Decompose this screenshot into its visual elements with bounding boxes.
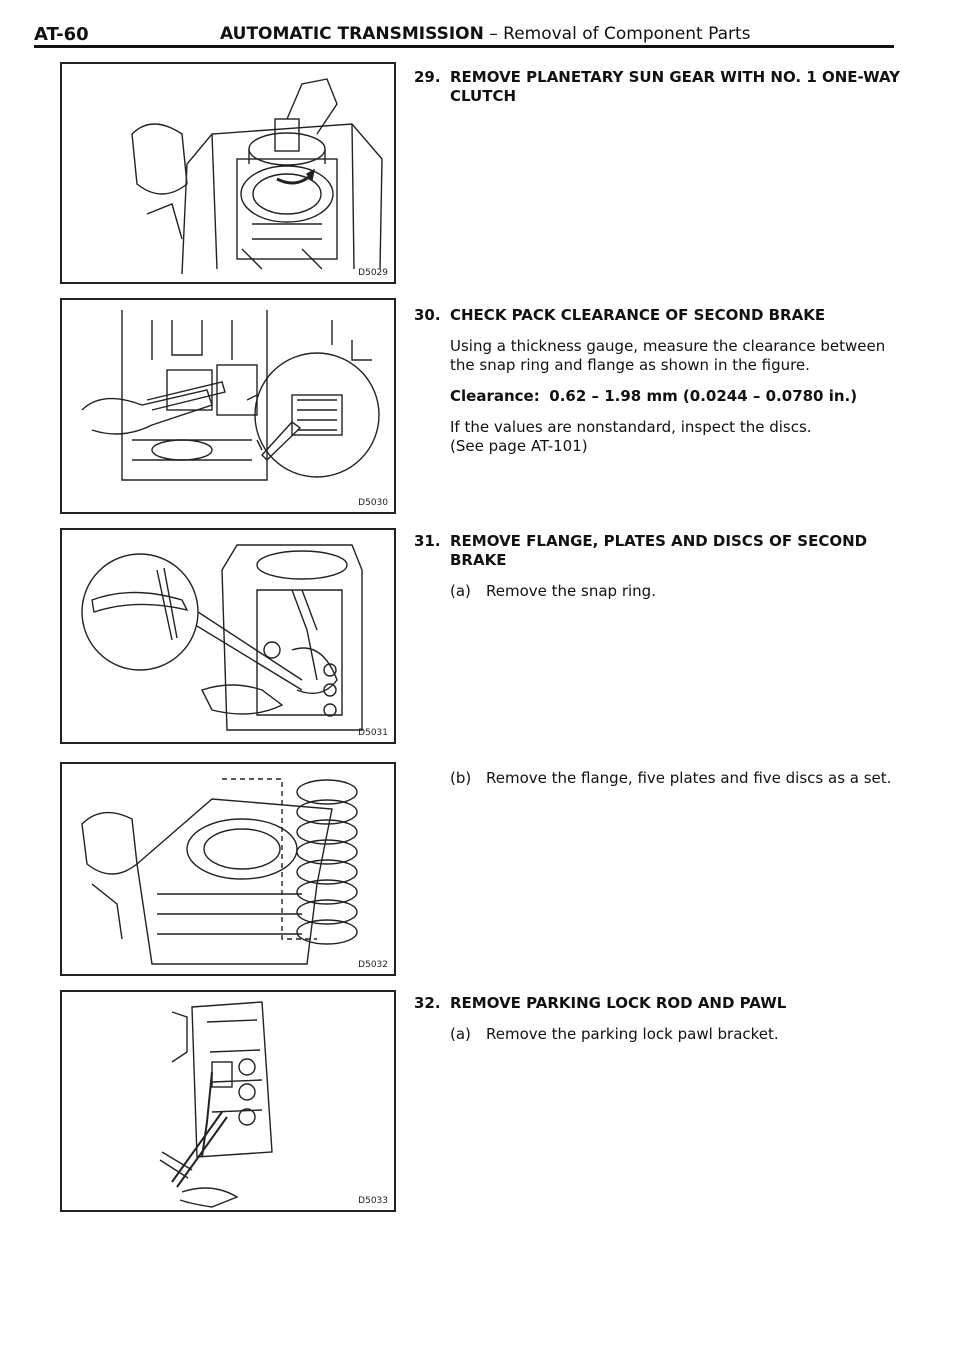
- step-body: [450, 337, 904, 456]
- title-separator: –: [483, 24, 504, 44]
- substep-label: (a): [450, 1025, 471, 1043]
- page-number: AT-60: [34, 24, 89, 45]
- substep-label: (b): [450, 769, 472, 787]
- step-title: REMOVE FLANGE, PLATES AND DISCS OF SECOND BRAKE: [450, 532, 868, 569]
- substep-b: [450, 769, 904, 788]
- step-title: REMOVE PLANETARY SUN GEAR WITH NO. 1 ONE-WAY CLUTCH: [450, 68, 900, 105]
- substep-label: (a): [450, 582, 471, 600]
- clearance-spec: [450, 387, 904, 406]
- figure-code: D5030: [358, 498, 388, 508]
- substep-a: [450, 1025, 904, 1044]
- substep-text: Remove the flange, five plates and five discs as a set.: [486, 769, 892, 787]
- figure-parking-lock: [60, 990, 396, 1212]
- step-title: REMOVE PARKING LOCK ROD AND PAWL: [450, 994, 787, 1012]
- step-31: [414, 532, 904, 601]
- step-29: [414, 68, 904, 106]
- step-32: [414, 994, 904, 1044]
- step-number: 32.: [414, 994, 441, 1012]
- figure-discs-plates: [60, 762, 396, 976]
- clearance-value: 0.62 – 1.98 mm (0.0244 – 0.0780 in.): [549, 387, 858, 405]
- page-title: [220, 24, 751, 44]
- step-heading: [414, 532, 904, 570]
- clearance-label: Clearance:: [450, 387, 540, 405]
- figure-code: D5033: [358, 1196, 388, 1206]
- subsection-title: Removal of Component Parts: [503, 24, 751, 44]
- step-body: [450, 769, 904, 788]
- header-rule: [34, 45, 894, 48]
- substep-a: [450, 582, 904, 601]
- figure-pack-clearance: [60, 298, 396, 514]
- step-body: [450, 582, 904, 601]
- figure-code: D5029: [358, 268, 388, 278]
- figure-snap-ring: [60, 528, 396, 744]
- step-31-b: [414, 769, 904, 788]
- step-number: 30.: [414, 306, 441, 324]
- step-number: 29.: [414, 68, 441, 86]
- substep-text: Remove the parking lock pawl bracket.: [486, 1025, 779, 1043]
- nonstandard-note: If the values are nonstandard, inspect the discs.: [450, 418, 812, 436]
- step-body: [450, 1025, 904, 1044]
- illustration-discs-and-plates: [62, 764, 394, 974]
- step-heading: [414, 306, 904, 325]
- section-title: AUTOMATIC TRANSMISSION: [220, 24, 484, 44]
- page-reference: (See page AT-101): [450, 437, 588, 455]
- step-number: 31.: [414, 532, 441, 550]
- illustration-snap-ring-removal: [62, 530, 394, 742]
- illustration-parking-lock-bracket: [62, 992, 394, 1210]
- illustration-thickness-gauge: [62, 300, 394, 512]
- figure-code: D5031: [358, 728, 388, 738]
- step-heading: [414, 68, 904, 106]
- figure-code: D5032: [358, 960, 388, 970]
- instruction-text: Using a thickness gauge, measure the clearance between the snap ring and flange as shown in the figure.: [450, 337, 886, 374]
- step-heading: [414, 994, 904, 1013]
- figure-sun-gear-removal: [60, 62, 396, 284]
- illustration-sun-gear: [62, 64, 394, 282]
- step-30: [414, 306, 904, 468]
- substep-text: Remove the snap ring.: [486, 582, 656, 600]
- step-title: CHECK PACK CLEARANCE OF SECOND BRAKE: [450, 306, 826, 324]
